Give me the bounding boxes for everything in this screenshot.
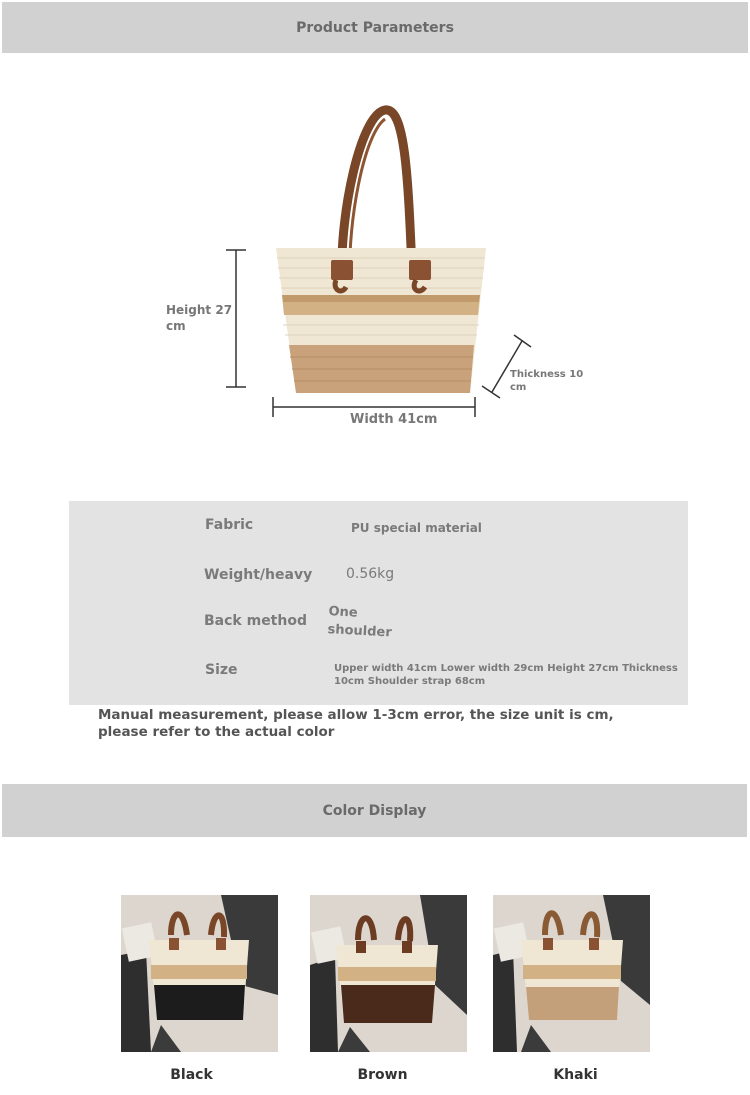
specs-table	[69, 501, 688, 705]
color-photo-brown[interactable]	[310, 895, 467, 1052]
spec-label-back-method: Back method	[204, 613, 307, 629]
spec-label-fabric: Fabric	[205, 517, 254, 533]
section-title-colors: Color Display	[322, 802, 427, 819]
bag-khaki-image	[493, 895, 650, 1052]
bag-brown-image	[310, 895, 467, 1052]
color-photo-khaki[interactable]	[493, 895, 650, 1052]
color-caption-black: Black	[170, 1067, 213, 1083]
color-photo-black[interactable]	[121, 895, 278, 1052]
measurement-note: Manual measurement, please allow 1-3cm error, the size unit is cm, please refer to the actual color	[98, 707, 614, 740]
bag-black-image	[121, 895, 278, 1052]
section-title-parameters: Product Parameters	[296, 19, 454, 36]
thickness-label: Thickness 10 cm	[510, 369, 584, 393]
section-banner-colors	[2, 784, 747, 837]
color-caption-khaki: Khaki	[553, 1067, 598, 1083]
width-label: Width 41cm	[350, 412, 438, 427]
spec-label-weight: Weight/heavy	[204, 567, 313, 583]
spec-value-back-method: One shoulder	[327, 604, 393, 641]
spec-label-size: Size	[205, 662, 238, 678]
section-banner-parameters	[2, 2, 748, 53]
color-caption-brown: Brown	[357, 1067, 408, 1083]
spec-value-weight: 0.56kg	[346, 566, 395, 582]
spec-value-size: Upper width 41cm Lower width 29cm Height 27cm Thickness 10cm Shoulder strap 68cm	[334, 663, 678, 687]
height-label: Height 27 cm	[166, 303, 233, 333]
spec-value-fabric: PU special material	[351, 521, 482, 535]
